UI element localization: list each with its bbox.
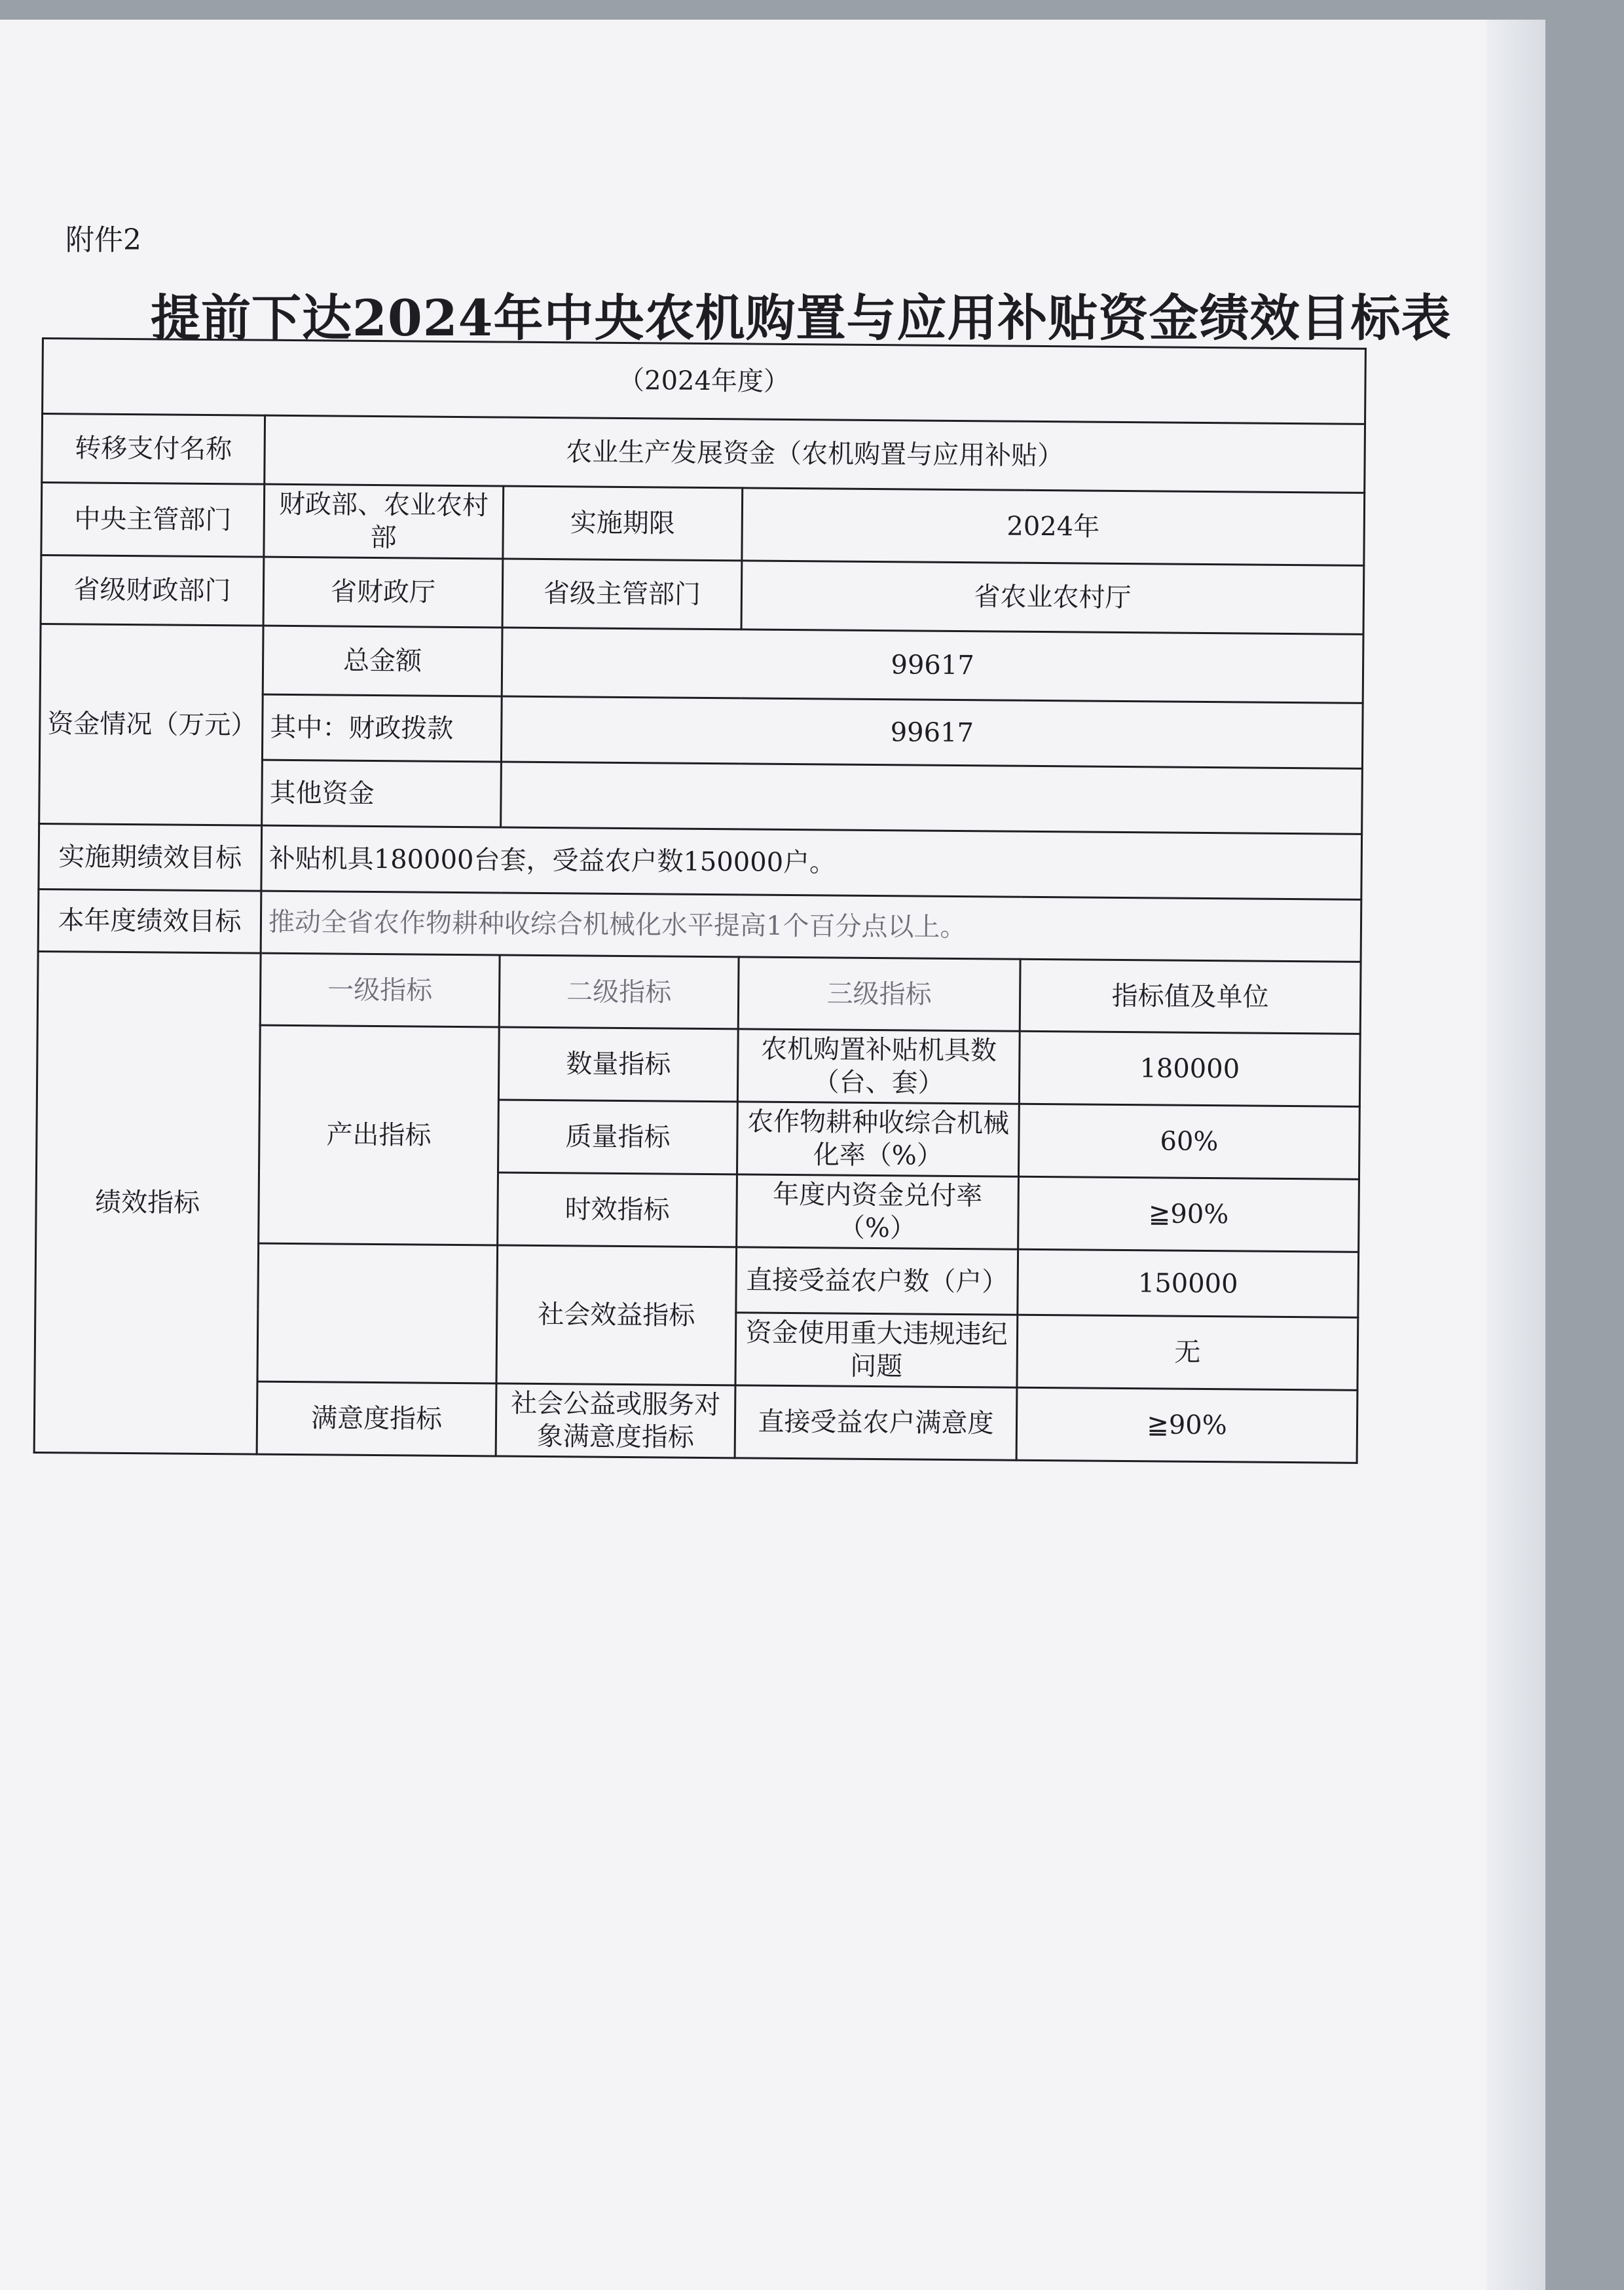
document-title: 提前下达2024年中央农机购置与应用补贴资金绩效目标表 [151,289,1452,347]
row-level2: 社会公益或服务对象满意度指标 [496,1383,735,1458]
period-goal-row [39,823,1362,899]
year-goal-row [38,889,1361,962]
performance-target-table [33,337,1367,1464]
satisfaction-label: 满意度指标 [257,1381,496,1456]
fiscal-value: 99617 [501,696,1363,768]
fiscal-label: 其中：财政拨款 [262,694,502,762]
period-value: 2024年 [742,488,1365,565]
transfer-label: 转移支付名称 [42,414,265,485]
other-value [501,762,1363,834]
central-dept-value: 财政部、农业农村部 [264,484,504,559]
year-goal-label: 本年度绩效目标 [38,889,261,953]
col-header-level1: 一级指标 [260,953,500,1027]
row-level2: 数量指标 [498,1027,738,1102]
row-level3: 年度内资金兑付率（%） [737,1174,1019,1249]
paper-edge [1486,20,1545,2290]
funds-label: 资金情况（万元） [39,624,263,825]
total-label: 总金额 [263,626,502,696]
row-level3: 直接受益农户数（户） [736,1247,1018,1315]
period-label: 实施期限 [503,486,743,561]
total-row [40,624,1363,703]
other-label: 其他资金 [262,760,502,827]
row-level3: 直接受益农户满意度 [735,1385,1017,1460]
col-header-level3: 三级指标 [738,957,1020,1031]
effect-label: 社会效益指标 [496,1245,737,1385]
row-value: 180000 [1019,1031,1360,1106]
central-dept-row [41,483,1365,566]
total-value: 99617 [502,628,1363,703]
transfer-row [42,414,1365,493]
prov-dept-label: 省级主管部门 [502,559,742,629]
central-dept-label: 中央主管部门 [41,483,265,557]
row-level2: 质量指标 [498,1100,738,1174]
row-value: ≧90% [1016,1387,1357,1463]
row-level3: 资金使用重大违规违纪问题 [735,1313,1018,1387]
year-goal-value: 推动全省农作物耕种收综合机械化水平提高1个百分点以上。 [261,891,1361,962]
output-label: 产出指标 [259,1025,500,1245]
row-value: ≧90% [1018,1176,1359,1252]
col-header-value: 指标值及单位 [1020,959,1361,1034]
prov-fin-value: 省财政厅 [263,557,503,628]
period-goal-label: 实施期绩效目标 [39,823,262,891]
row-level3: 农作物耕种收综合机械化率（%） [737,1102,1019,1176]
year-row [43,339,1366,424]
attachment-label: 附件2 [65,223,141,257]
prov-row [41,555,1364,635]
period-goal-value: 补贴机具180000台套，受益农户数150000户。 [261,825,1362,899]
prov-dept-value: 省农业农村厅 [741,561,1364,634]
header-row [37,951,1361,1034]
row-value: 150000 [1018,1249,1359,1317]
row-value: 60% [1018,1104,1359,1179]
indicators-label: 绩效指标 [34,951,261,1454]
row-value: 无 [1017,1315,1358,1390]
effect-level1-empty [257,1243,498,1383]
year-cell: （2024年度） [43,339,1366,424]
prov-fin-label: 省级财政部门 [41,555,264,626]
row-level3: 农机购置补贴机具数（台、套） [737,1029,1020,1104]
col-header-level2: 二级指标 [499,955,739,1029]
row-level2: 时效指标 [498,1173,737,1247]
transfer-value: 农业生产发展资金（农机购置与应用补贴） [265,415,1365,493]
